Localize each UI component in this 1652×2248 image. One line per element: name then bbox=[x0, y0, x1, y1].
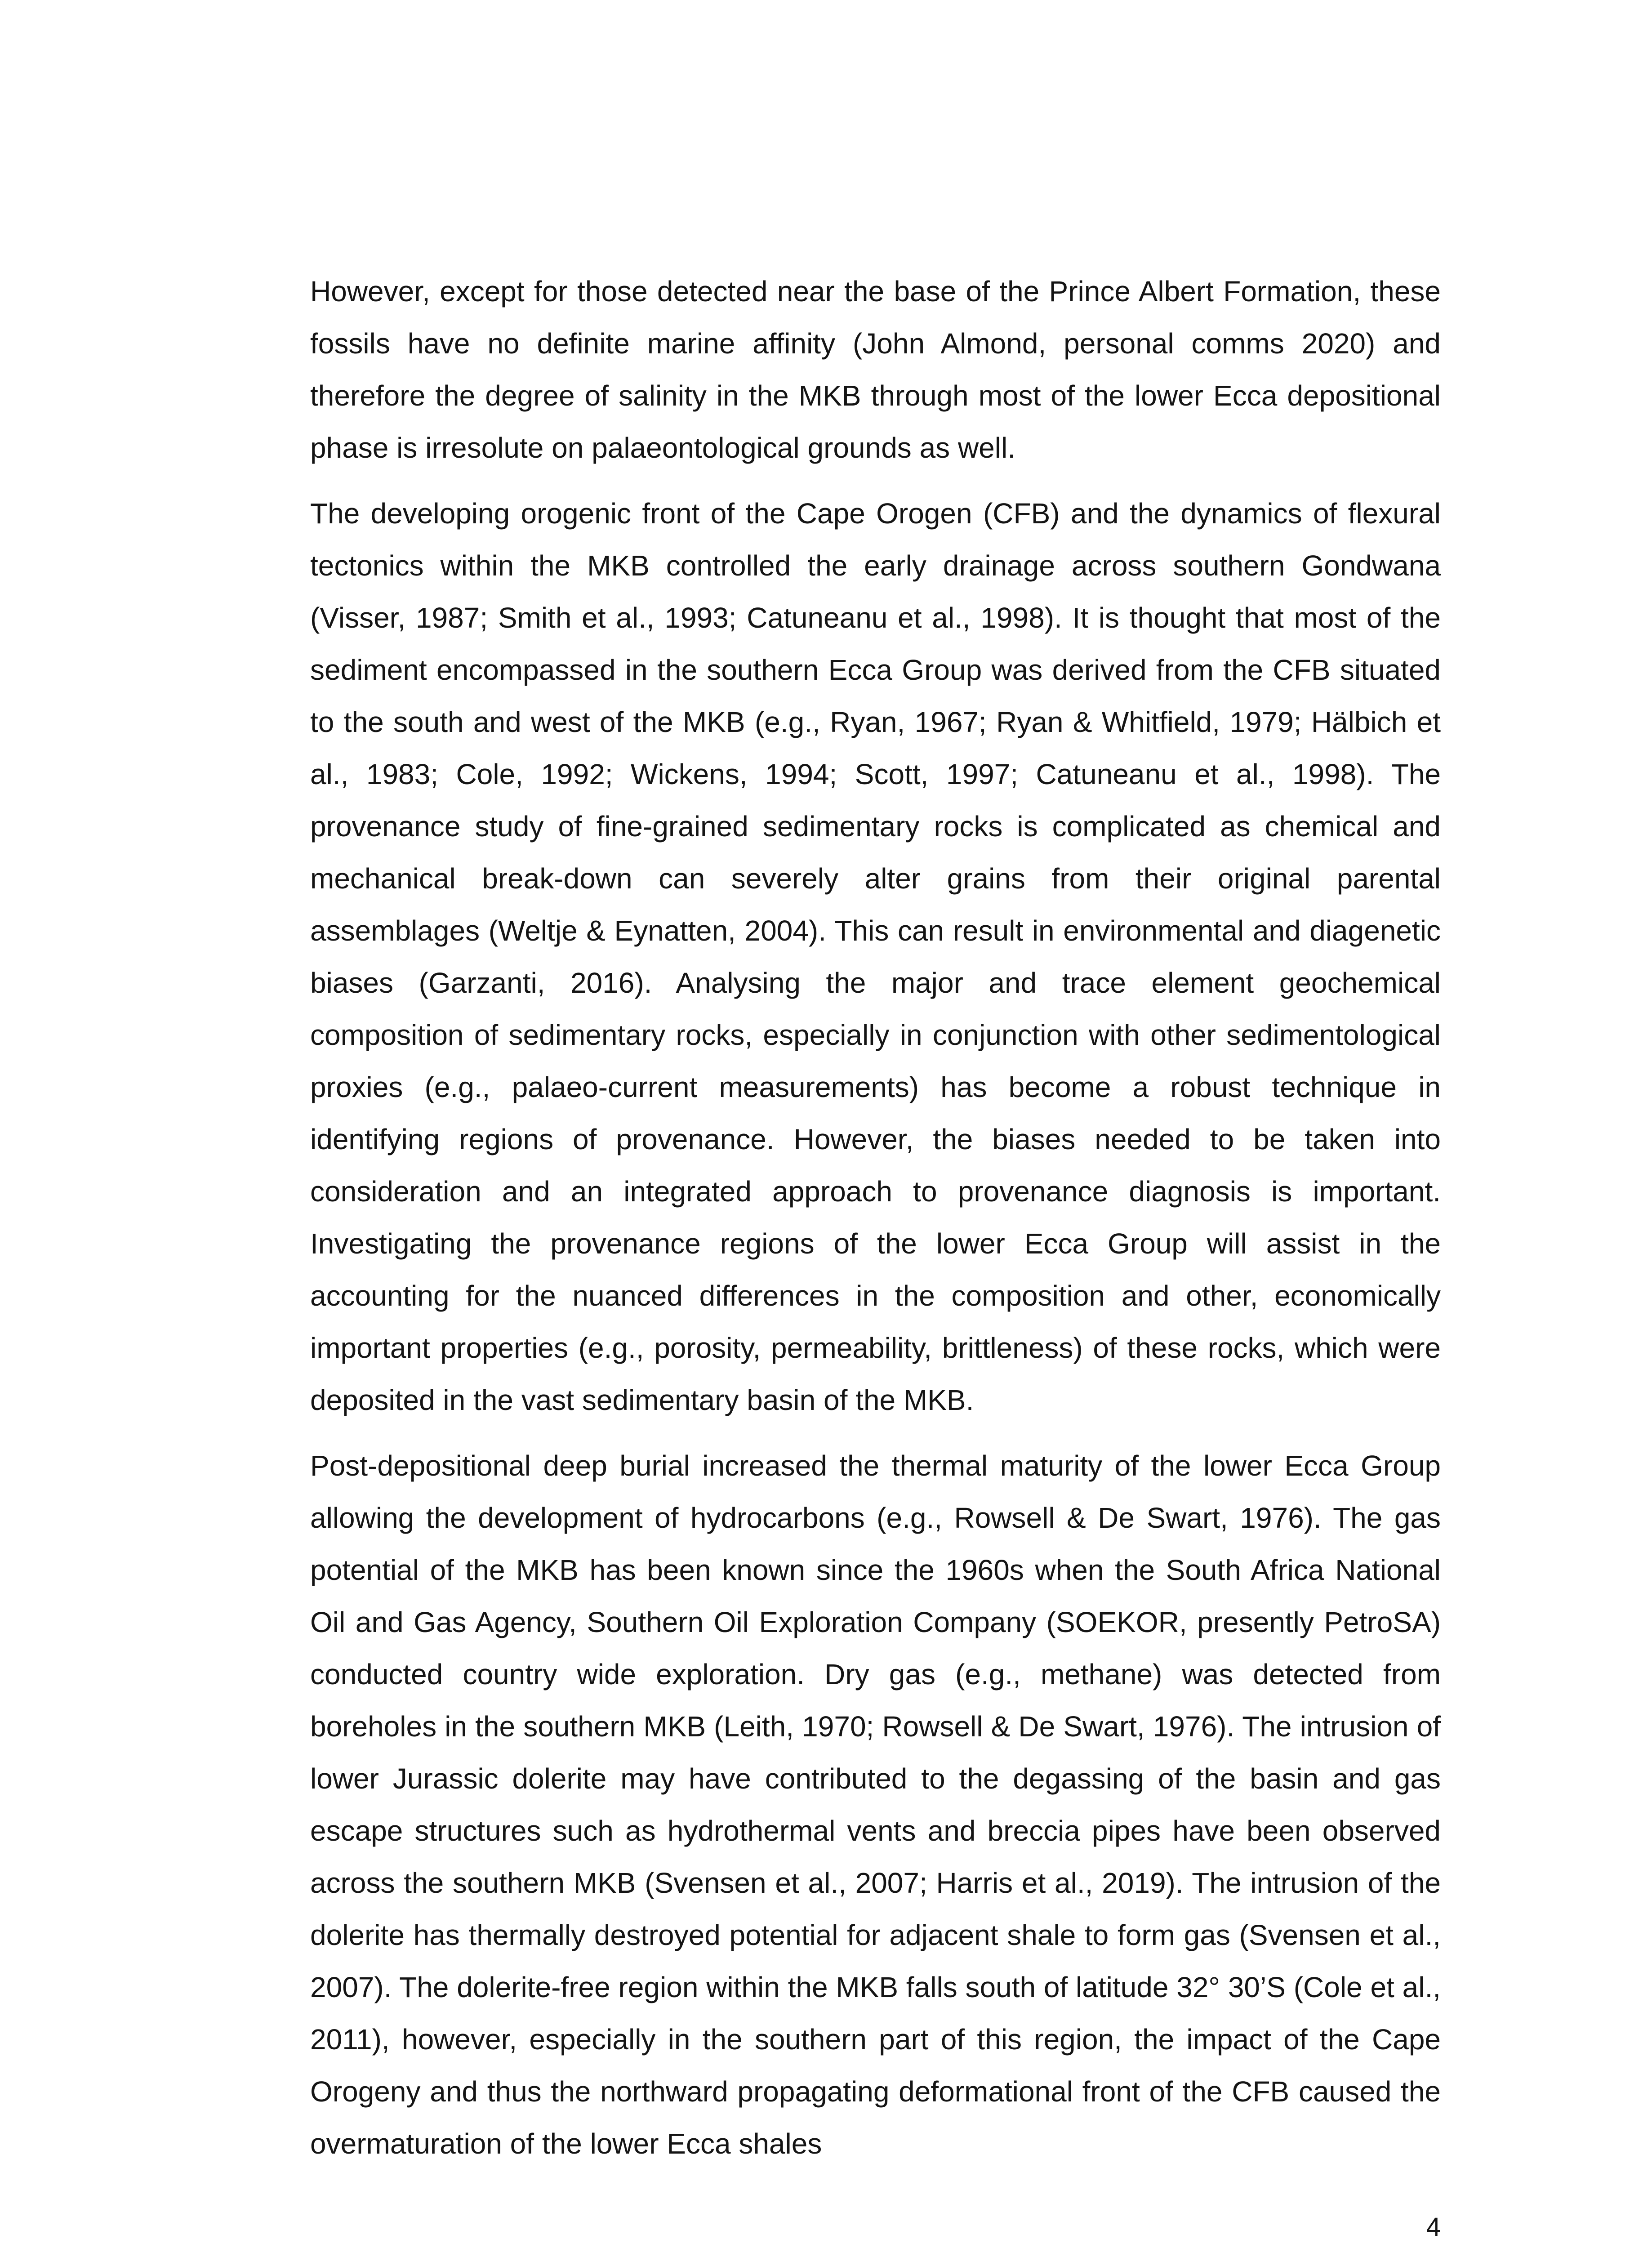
paragraph-1: However, except for those detected near the base of the Prince Albert Formation, these fossils have no definite marine affinity (John Almond, personal comms 2020) and therefore the degree of salinity in the MKB through most of the lower Ecca depositional phase is irresolute on palaeontological grounds as well. bbox=[310, 275, 1441, 464]
page-number: 4 bbox=[1426, 2212, 1441, 2242]
paragraph-3: Post-depositional deep burial increased the thermal maturity of the lower Ecca Group allowing the development of hydrocarbons (e.g., Rowsell & De Swart, 1976). The gas potential of the MKB has been known since the 1960s when the South Africa National Oil and Gas Agency, Southern Oil Exploration Company (SOEKOR, presently PetroSA) conducted country wide exploration. Dry gas (e.g., methane) was detected from boreholes in the southern MKB (Leith, 1970; Rowsell & De Swart, 1976). The intrusion of lower Jurassic dolerite may have contributed to the degassing of the basin and gas escape structures such as hydrothermal vents and breccia pipes have been observed across the southern MKB (Svensen et al., 2007; Harris et al., 2019). The intrusion of the dolerite has thermally destroyed potential for adjacent shale to form gas (Svensen et al., 2007). The dolerite-free region within the MKB falls south of latitude 32° 30’S (Cole et al., 2011), however, especially in the southern part of this region, the impact of the Cape Orogeny and thus the northward propagating deformational front of the CFB caused the overmaturation of the lower Ecca shales bbox=[310, 1450, 1441, 2160]
body-text bbox=[310, 265, 1441, 2183]
paragraph-2: The developing orogenic front of the Cape Orogen (CFB) and the dynamics of flexural tectonics within the MKB controlled the early drainage across southern Gondwana (Visser, 1987; Smith et al., 1993; Catuneanu et al., 1998). It is thought that most of the sediment encompassed in the southern Ecca Group was derived from the CFB situated to the south and west of the MKB (e.g., Ryan, 1967; Ryan & Whitfield, 1979; Hälbich et al., 1983; Cole, 1992; Wickens, 1994; Scott, 1997; Catuneanu et al., 1998). The provenance study of fine-grained sedimentary rocks is complicated as chemical and mechanical break-down can severely alter grains from their original parental assemblages (Weltje & Eynatten, 2004). This can result in environmental and diagenetic biases (Garzanti, 2016). Analysing the major and trace element geochemical composition of sedimentary rocks, especially in conjunction with other sedimentological proxies (e.g., palaeo-current measurements) has become a robust technique in identifying regions of provenance. However, the biases needed to be taken into consideration and an integrated approach to provenance diagnosis is important. Investigating the provenance regions of the lower Ecca Group will assist in the accounting for the nuanced differences in the composition and other, economically important properties (e.g., porosity, permeability, brittleness) of these rocks, which were deposited in the vast sedimentary basin of the MKB. bbox=[310, 497, 1441, 1416]
